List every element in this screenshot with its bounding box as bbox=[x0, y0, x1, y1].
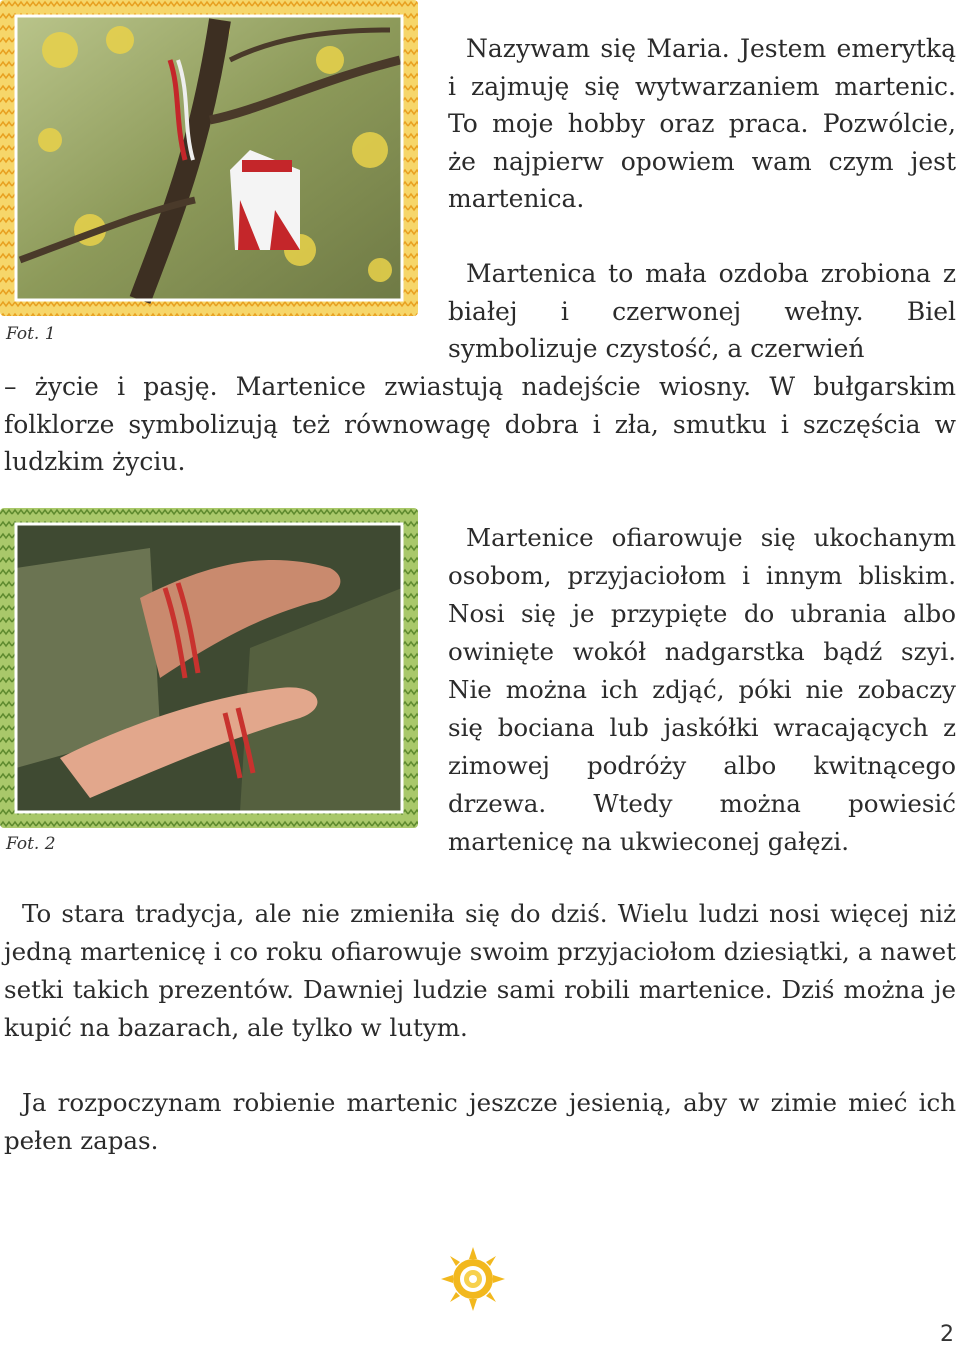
paragraph-tradition: To stara tradycja, ale nie zmieniła się do dziś. Wielu ludzi nosi więcej niż jedną martenicę i co roku ofiarowuje swoim przyjaciołom dziesiątki, a nawet setki takich prezentów. Dawniej ludzie sami robili martenice. Dziś można je kupić na bazarach, ale tylko w lutym. bbox=[4, 899, 956, 1042]
photo-1 bbox=[0, 0, 418, 316]
paragraph-preparation: Ja rozpoczynam robienie martenic jeszcze jesienią, aby w zimie mieć ich pełen zapas. bbox=[4, 1088, 956, 1155]
paragraph-intro: Nazywam się Maria. Jestem emerytką i zajmuję się wytwarzaniem martenic. To moje hobby oraz praca. Pozwólcie, że najpierw opowiem wam czym jest martenica. bbox=[448, 34, 956, 213]
paragraph-giving-martenice: Martenice ofiarowuje się ukochanym osobom, przyjaciołom i innym bliskim. Nosi się je przypięte do ubrania albo owinięte wokół nadgarstka bądź szyi. Nie można ich zdjąć, póki nie zobaczy się bociana lub jaskółki wracających z zimowej podróży albo kwitnącego drzewa. Wtedy można powiesić martenicę na ukwieconej gałęzi. bbox=[448, 523, 956, 856]
paragraph-martenica-definition: Martenica to mała ozdoba zrobiona z białej i czerwonej wełny. Biel symbolizuje czystość, a czerwień bbox=[448, 259, 956, 363]
photo-2-image bbox=[0, 508, 418, 828]
photo-2-caption: Fot. 2 bbox=[6, 834, 56, 854]
photo-1-caption: Fot. 1 bbox=[6, 324, 56, 344]
photo-2 bbox=[0, 508, 418, 828]
paragraph-martenica-definition-continued: – życie i pasję. Martenice zwiastują nadejście wiosny. W bułgarskim folklorze symbolizują też równowagę dobra i zła, smutku i szczęścia w ludzkim życiu. bbox=[4, 372, 956, 476]
sun-ornament-icon bbox=[441, 1247, 505, 1311]
page-number: 2 bbox=[940, 1322, 954, 1347]
photo-1-image bbox=[0, 0, 418, 316]
